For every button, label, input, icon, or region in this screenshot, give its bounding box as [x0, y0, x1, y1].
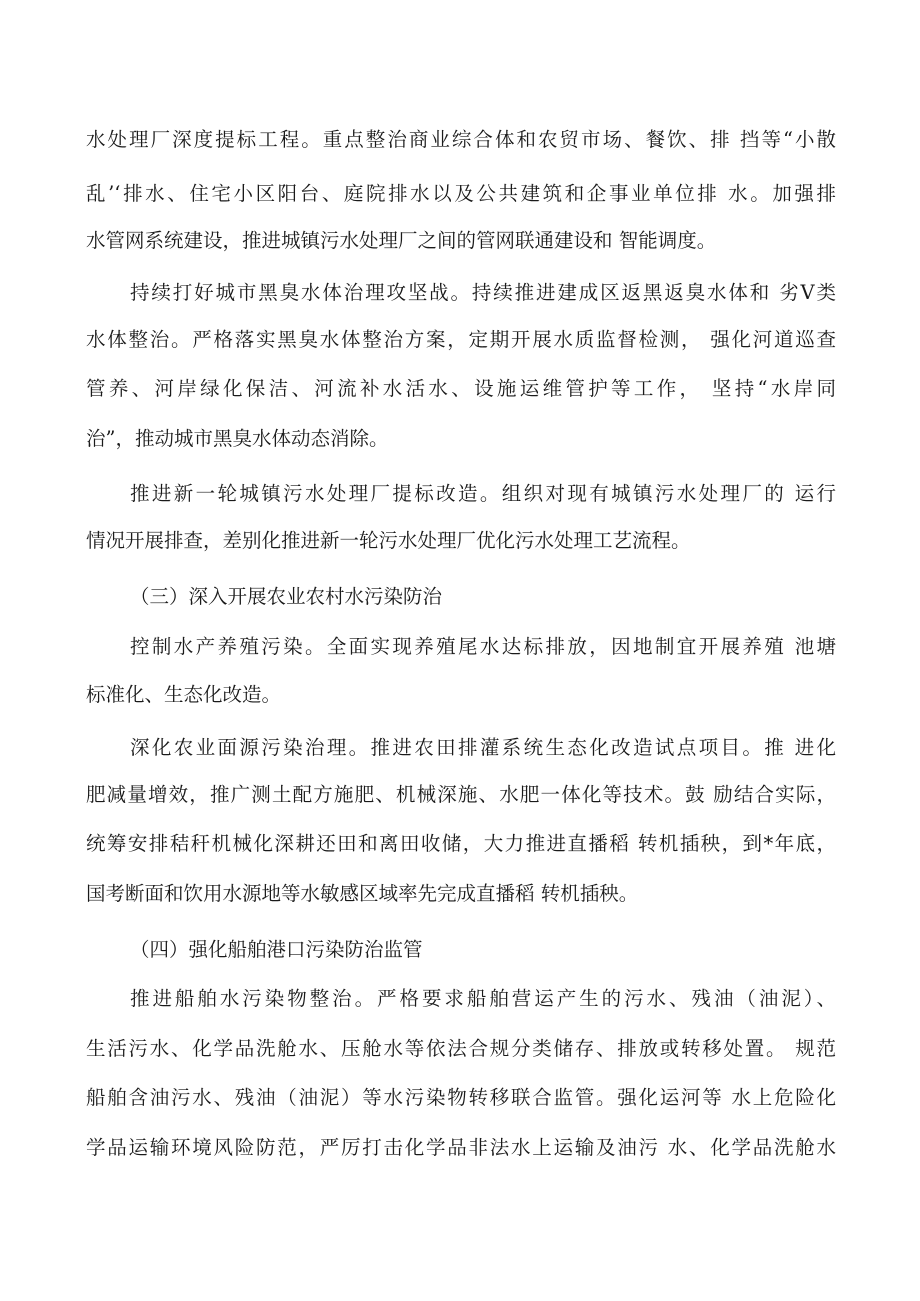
paragraph-line: 乱’‘排水、住宅小区阳台、庭院排水以及公共建筑和企事业单位排 水。加强排: [86, 182, 836, 205]
paragraph-line: 管养、河岸绿化保洁、河流补水活水、设施运维管护等工作， 坚持“水岸同: [86, 377, 836, 400]
paragraph-line: 船舶含油污水、残油（油泥）等水污染物转移联合监管。强化运河等 水上危险化: [86, 1086, 836, 1109]
section-heading: （四）强化船舶港口污染防治监管: [130, 938, 423, 961]
paragraph-line: 水体整治。严格落实黑臭水体整治方案，定期开展水质监督检测， 强化河道巡查: [86, 328, 836, 351]
paragraph-line: 深化农业面源污染治理。推进农田排灌系统生态化改造试点项目。推 进化: [130, 736, 836, 759]
paragraph-line: 持续打好城市黑臭水体治理攻坚战。持续推进建成区返黑返臭水体和 劣Ⅴ类: [130, 281, 836, 304]
paragraph-line: 控制水产养殖污染。全面实现养殖尾水达标排放，因地制宜开展养殖 池塘: [130, 635, 836, 658]
paragraph-line: 标准化、生态化改造。: [86, 683, 282, 706]
paragraph-line: 国考断面和饮用水源地等水敏感区域率先完成直播稻 转机插秧。: [86, 882, 639, 905]
paragraph-line: 统筹安排秸秆机械化深耕还田和离田收储，大力推进直播稻 转机插秧，到*年底，: [86, 832, 836, 855]
paragraph-line: 推进新一轮城镇污水处理厂提标改造。组织对现有城镇污水处理厂的 运行: [130, 482, 836, 505]
paragraph-line: 水管网系统建设，推进城镇污水处理厂之间的管网联通建设和 智能调度。: [86, 229, 717, 252]
paragraph-line: 学品运输环境风险防范，严厉打击化学品非法水上运输及油污 水、化学品洗舱水: [86, 1136, 836, 1159]
paragraph-line: 生活污水、化学品洗舱水、压舱水等依法合规分类储存、排放或转移处置。 规范: [86, 1037, 836, 1060]
paragraph-line: 治”，推动城市黑臭水体动态消除。: [86, 427, 389, 450]
paragraph-line: 情况开展排查，差别化推进新一轮污水处理厂优化污水处理工艺流程。: [86, 529, 691, 552]
paragraph-line: 肥减量增效，推广测土配方施肥、机械深施、水肥一体化等技术。鼓 励结合实际，: [86, 783, 836, 806]
section-heading: （三）深入开展农业农村水污染防治: [130, 585, 443, 608]
paragraph-line: 水处理厂深度提标工程。重点整治商业综合体和农贸市场、餐饮、排 挡等“小散: [86, 128, 836, 151]
paragraph-line: 推进船舶水污染物整治。严格要求船舶营运产生的污水、残油（油泥）、: [130, 987, 836, 1010]
